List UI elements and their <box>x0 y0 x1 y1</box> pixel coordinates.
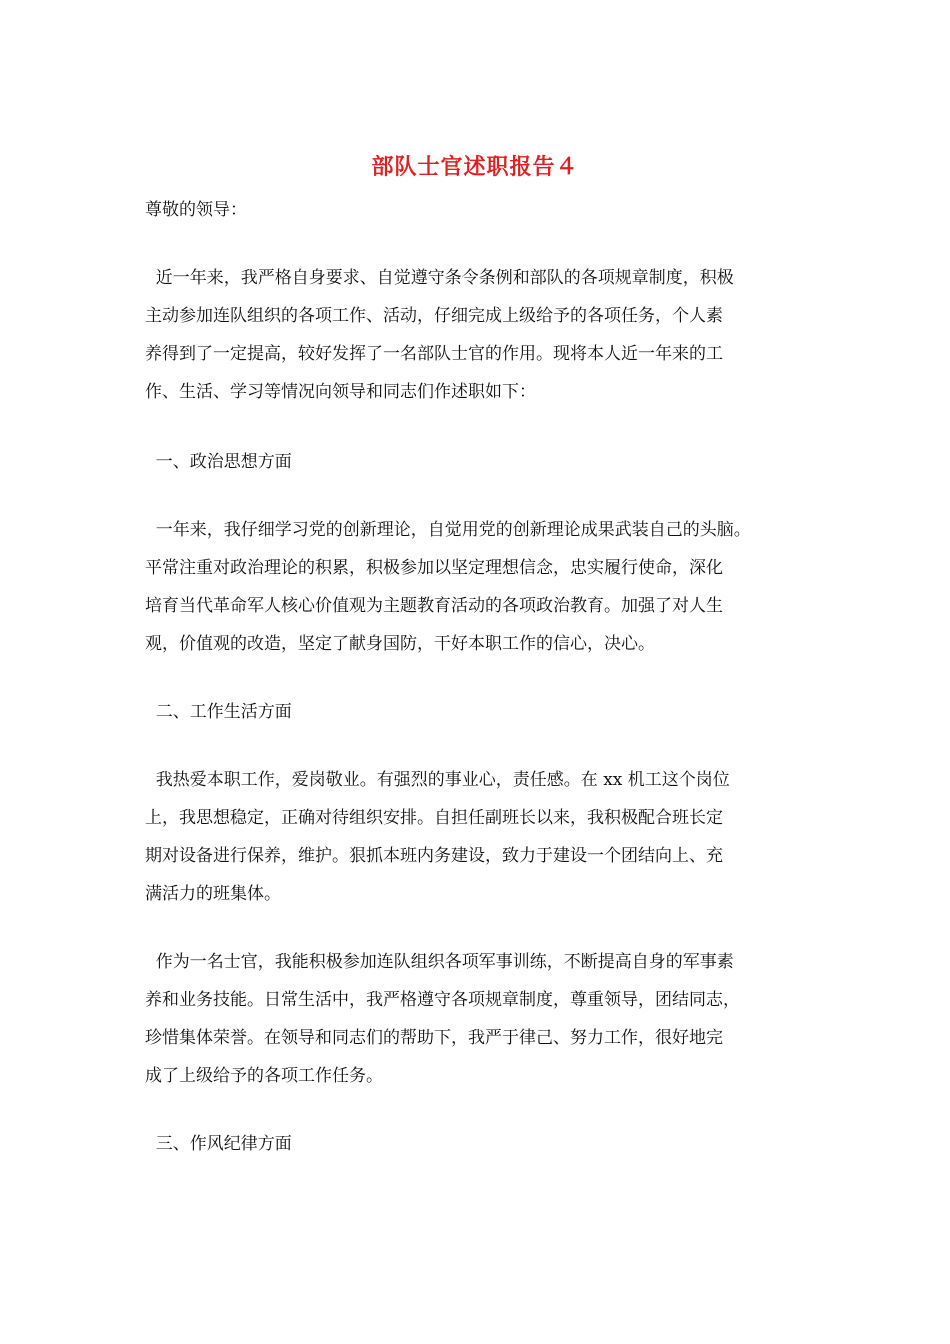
paragraph-2-line-4: 观，价值观的改造，坚定了献身国防，干好本职工作的信心，决心。 <box>145 634 655 654</box>
paragraph-4-line-4: 成了上级给予的各项工作任务。 <box>145 1066 383 1086</box>
document-title: 部队士官述职报告４ <box>371 154 579 180</box>
paragraph-3-line-1: 我热爱本职工作，爱岗敬业。有强烈的事业心，责任感。在 xx 机工这个岗位 <box>145 770 730 790</box>
paragraph-3-line-2: 上，我思想稳定，正确对待组织安排。自担任副班长以来，我积极配合班长定 <box>145 808 723 828</box>
paragraph-1-line-3: 养得到了一定提高，较好发挥了一名部队士官的作用。现将本人近一年来的工 <box>145 344 723 364</box>
paragraph-1-line-4: 作、生活、学习等情况向领导和同志们作述职如下： <box>145 382 536 402</box>
paragraph-3-line-4: 满活力的班集体。 <box>145 884 281 904</box>
paragraph-3-line-3: 期对设备进行保养，维护。狠抓本班内务建设，致力于建设一个团结向上、充 <box>145 846 723 866</box>
salutation: 尊敬的领导： <box>145 200 247 220</box>
paragraph-4-line-1: 作为一名士官，我能积极参加连队组织各项军事训练，不断提高自身的军事素 <box>145 952 734 972</box>
paragraph-1-line-1: 近一年来，我严格自身要求、自觉遵守条令条例和部队的各项规章制度，积极 <box>145 268 734 288</box>
paragraph-4-line-2: 养和业务技能。日常生活中，我严格遵守各项规章制度，尊重领导，团结同志， <box>145 990 740 1010</box>
section-heading-2: 二、工作生活方面 <box>145 702 292 722</box>
paragraph-2-line-2: 平常注重对政治理论的积累，积极参加以坚定理想信念，忠实履行使命，深化 <box>145 558 723 578</box>
section-heading-3: 三、作风纪律方面 <box>145 1134 292 1154</box>
section-heading-1: 一、政治思想方面 <box>145 452 292 472</box>
paragraph-1-line-2: 主动参加连队组织的各项工作、活动，仔细完成上级给予的各项任务，个人素 <box>145 306 723 326</box>
paragraph-2-line-3: 培育当代革命军人核心价值观为主题教育活动的各项政治教育。加强了对人生 <box>145 596 723 616</box>
paragraph-4-line-3: 珍惜集体荣誉。在领导和同志们的帮助下，我严于律己、努力工作，很好地完 <box>145 1028 723 1048</box>
paragraph-2-line-1: 一年来，我仔细学习党的创新理论，自觉用党的创新理论成果武装自己的头脑。 <box>145 520 751 540</box>
